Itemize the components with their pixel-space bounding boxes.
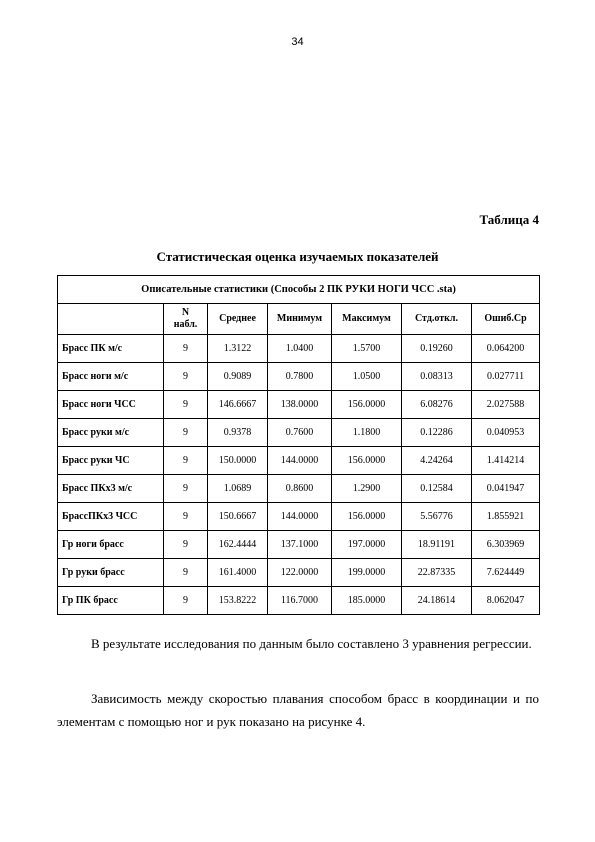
cell-mean: 1.3122 (208, 335, 268, 363)
header-min: Минимум (268, 304, 332, 335)
table-row (58, 559, 540, 587)
cell-max: 197.0000 (332, 531, 402, 559)
table-title: Статистическая оценка изучаемых показателей (156, 249, 439, 264)
table-caption-row (58, 276, 540, 304)
cell-sem: 6.303969 (472, 531, 540, 559)
cell-mean: 1.0689 (208, 475, 268, 503)
cell-n-obs: 9 (164, 531, 208, 559)
cell-sem: 0.027711 (472, 363, 540, 391)
header-max: Максимум (332, 304, 402, 335)
cell-min: 144.0000 (268, 503, 332, 531)
cell-n-obs: 9 (164, 363, 208, 391)
cell-std: 6.08276 (402, 391, 472, 419)
cell-sem: 1.414214 (472, 447, 540, 475)
cell-mean: 150.6667 (208, 503, 268, 531)
cell-mean: 153.8222 (208, 587, 268, 615)
cell-sem: 0.064200 (472, 335, 540, 363)
cell-n-obs: 9 (164, 419, 208, 447)
cell-mean: 0.9378 (208, 419, 268, 447)
cell-variable: БрассПКх3 ЧСС (58, 503, 164, 531)
cell-mean: 0.9089 (208, 363, 268, 391)
cell-mean: 150.0000 (208, 447, 268, 475)
cell-max: 199.0000 (332, 559, 402, 587)
cell-std: 0.19260 (402, 335, 472, 363)
cell-std: 18.91191 (402, 531, 472, 559)
cell-std: 0.08313 (402, 363, 472, 391)
cell-mean: 146.6667 (208, 391, 268, 419)
descriptive-statistics-table (57, 275, 540, 615)
cell-variable: Брасс руки ЧС (58, 447, 164, 475)
header-std: Стд.откл. (402, 304, 472, 335)
page-number: 34 (291, 36, 304, 48)
cell-max: 156.0000 (332, 447, 402, 475)
cell-min: 122.0000 (268, 559, 332, 587)
table-header-row (58, 304, 540, 335)
cell-min: 0.7600 (268, 419, 332, 447)
cell-n-obs: 9 (164, 587, 208, 615)
cell-max: 1.0500 (332, 363, 402, 391)
cell-sem: 7.624449 (472, 559, 540, 587)
cell-min: 116.7000 (268, 587, 332, 615)
header-mean: Среднее (208, 304, 268, 335)
cell-mean: 162.4444 (208, 531, 268, 559)
cell-n-obs: 9 (164, 335, 208, 363)
cell-n-obs: 9 (164, 447, 208, 475)
cell-n-obs: 9 (164, 503, 208, 531)
cell-std: 0.12286 (402, 419, 472, 447)
cell-max: 1.5700 (332, 335, 402, 363)
table-row (58, 587, 540, 615)
cell-variable: Брасс ПКх3 м/с (58, 475, 164, 503)
cell-sem: 2.027588 (472, 391, 540, 419)
table-row (58, 335, 540, 363)
cell-variable: Брасс руки м/с (58, 419, 164, 447)
cell-variable: Гр ПК брасс (58, 587, 164, 615)
cell-variable: Брасс ПК м/с (58, 335, 164, 363)
cell-mean: 161.4000 (208, 559, 268, 587)
cell-min: 0.8600 (268, 475, 332, 503)
header-variable (58, 304, 164, 335)
cell-variable: Брасс ноги м/с (58, 363, 164, 391)
cell-variable: Гр руки брасс (58, 559, 164, 587)
cell-min: 138.0000 (268, 391, 332, 419)
cell-min: 137.1000 (268, 531, 332, 559)
cell-std: 22.87335 (402, 559, 472, 587)
cell-sem: 0.040953 (472, 419, 540, 447)
paragraph-regression (57, 632, 539, 655)
cell-variable: Брасс ноги ЧСС (58, 391, 164, 419)
cell-sem: 1.855921 (472, 503, 540, 531)
cell-std: 24.18614 (402, 587, 472, 615)
cell-variable: Гр ноги брасс (58, 531, 164, 559)
table-row (58, 363, 540, 391)
table-caption: Описательные статистики (Способы 2 ПК РУКИ НОГИ ЧСС .sta) (58, 276, 540, 304)
cell-n-obs: 9 (164, 559, 208, 587)
cell-std: 4.24264 (402, 447, 472, 475)
header-sem: Ошиб.Ср (472, 304, 540, 335)
cell-max: 185.0000 (332, 587, 402, 615)
cell-std: 5.56776 (402, 503, 472, 531)
table-row (58, 531, 540, 559)
cell-max: 156.0000 (332, 391, 402, 419)
paragraph-regression-text: В результате исследования по данным было составлено 3 уравнения регрессии. (91, 636, 532, 651)
header-n-line2: набл. (173, 319, 198, 330)
cell-sem: 0.041947 (472, 475, 540, 503)
cell-sem: 8.062047 (472, 587, 540, 615)
cell-max: 156.0000 (332, 503, 402, 531)
table-row (58, 419, 540, 447)
table-row (58, 447, 540, 475)
cell-n-obs: 9 (164, 475, 208, 503)
cell-n-obs: 9 (164, 391, 208, 419)
table-label: Таблица 4 (479, 212, 539, 227)
paragraph-dependency (57, 687, 539, 733)
cell-min: 144.0000 (268, 447, 332, 475)
cell-min: 1.0400 (268, 335, 332, 363)
header-n-obs (164, 304, 208, 335)
paragraph-dependency-text: Зависимость между скоростью плавания способом брасс в координации и по элементам с помощью ног и рук показано на рисунке 4. (57, 691, 539, 729)
header-n-line1: N (181, 307, 190, 318)
table-row (58, 391, 540, 419)
table-row (58, 503, 540, 531)
cell-min: 0.7800 (268, 363, 332, 391)
cell-max: 1.2900 (332, 475, 402, 503)
cell-max: 1.1800 (332, 419, 402, 447)
cell-std: 0.12584 (402, 475, 472, 503)
table-row (58, 475, 540, 503)
